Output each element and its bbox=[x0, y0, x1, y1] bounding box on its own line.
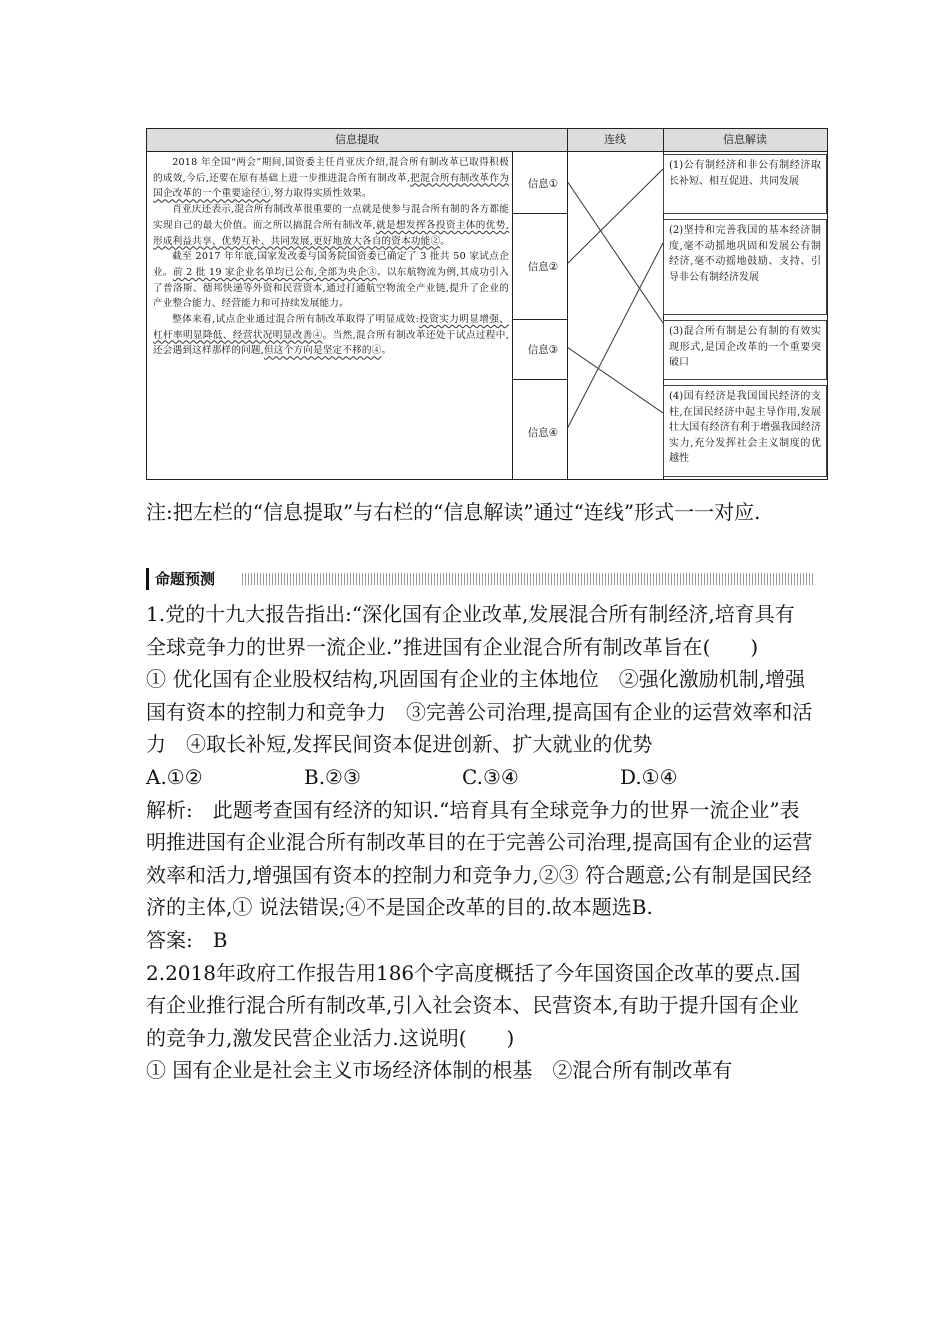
link-line-1-3 bbox=[567, 181, 663, 323]
interpretation-4: (4)国有经济是我国国民经济的支柱,在国民经济中起主导作用,发展壮大国有经济有利于增强我国经济实力,充分发挥社会主义制度的优越性 bbox=[663, 385, 827, 477]
section-divider bbox=[242, 573, 814, 585]
table-header bbox=[147, 129, 827, 152]
divider bbox=[513, 319, 567, 320]
header-connect: 连线 bbox=[604, 133, 626, 146]
info-label-3: 信息③ bbox=[527, 344, 559, 356]
section-header bbox=[146, 568, 814, 590]
note: 注:把左栏的“信息提取”与右栏的“信息解读”通过“连线”形式一一对应. bbox=[146, 500, 761, 524]
q1-stem: 1.党的十九大报告指出:“深化国有企业改革,发展混合所有制经济,培育具有全球竞争力的世界一流企业.”推进国有企业混合所有制改革旨在( ) bbox=[146, 602, 795, 659]
link-line-4-2 bbox=[567, 243, 663, 429]
question-1 bbox=[146, 598, 814, 1087]
link-line-2-1 bbox=[567, 169, 663, 264]
source-text bbox=[153, 155, 509, 359]
q2-choices: ① 国有企业是社会主义市场经济体制的根基 ②混合所有制改革有 bbox=[146, 1058, 733, 1083]
interpretation-3: (3)混合所有制是公有制的有效实现形式,是国企改革的一个重要突破口 bbox=[663, 320, 827, 380]
info-label-2: 信息② bbox=[527, 261, 559, 273]
interpretation-1: (1)公有制经济和非公有制经济取长补短、相互促进、共同发展 bbox=[663, 154, 827, 214]
q2-stem: 2.2018年政府工作报告用186个字高度概括了今年国资国企改革的要点.国有企业推行混合所有制改革,引入社会资本、民营资本,有助于提升国有企业的竞争力,激发民营企业活力.这说明( ) bbox=[146, 960, 801, 1050]
source-paragraph: 肖亚庆还表示,混合所有制改革很重要的一点就是使参与混合所有制的各方都能实现自己的最大价值。而之所以搞混合所有制改革,就是想发挥各投资主体的优势,形成利益共享、优势互补、共同发展,更好地放大各自的资本功能②。 bbox=[153, 204, 509, 247]
divider bbox=[513, 379, 567, 380]
link-line-3-4 bbox=[567, 347, 663, 413]
source-paragraph: 2018 年全国“两会”期间,国资委主任肖亚庆介绍,混合所有制改革已取得积极的成效,今后,还要在原有基础上进一步推进混合所有制改革,把混合所有制改革作为国企改革的一个重要途径①,努力取得实质性效果。 bbox=[153, 157, 509, 200]
info-label-1: 信息① bbox=[527, 178, 559, 190]
q1-answer: 答案: B bbox=[146, 927, 228, 952]
info-label-4: 信息④ bbox=[527, 427, 559, 439]
option-b[interactable]: B.②③ bbox=[304, 764, 361, 789]
q1-options bbox=[146, 761, 814, 794]
info-matching-table bbox=[146, 128, 828, 480]
interpretation-2: (2)坚持和完善我国的基本经济制度,毫不动摇地巩固和发展公有制经济,毫不动摇地鼓励、支持、引导非公有制经济发展 bbox=[663, 219, 827, 315]
source-paragraph: 截至 2017 年年底,国家发改委与国务院国资委已确定了 3 批共 50 家试点企业。前 2 批 19 家企业名单均已公布,全部为央企③。以东航物流为例,其成功引入了普洛斯、德邦快递等外资和民营资本,通过打通航空物流全产业链,提升了企业的产业整合能力、经营能力和可持续发展能力。 bbox=[153, 251, 510, 310]
option-d[interactable]: D.①④ bbox=[620, 764, 678, 789]
divider bbox=[513, 213, 567, 214]
q1-analysis: 解析: 此题考查国有经济的知识.“培育具有全球竞争力的世界一流企业”表明推进国有企业混合所有制改革目的在于完善公司治理,提高国有企业的运营效率和活力,增强国有资本的控制力和竞争力,②③ 符合题意;公有制是国民经济的主体,① 说法错误;④不是国企改革的目的.故本题选B. bbox=[146, 797, 813, 920]
q1-choices: ① 优化国有企业股权结构,巩固国有企业的主体地位 ②强化激励机制,增强国有资本的控制力和竞争力 ③完善公司治理,提高国有企业的运营效率和活力 ④取长补短,发挥民间资本促进创新、扩大就业的优势 bbox=[146, 667, 813, 757]
source-paragraph: 整体来看,试点企业通过混合所有制改革取得了明显成效:投资实力明显增强、杠杆率明显降低、经营状况明显改善④。当然,混合所有制改革还处于试点过程中,还会遇到这样那样的问题,但这个方向是坚定不移的④。 bbox=[153, 314, 509, 357]
header-extract: 信息提取 bbox=[335, 133, 379, 146]
section-title: 命题预测 bbox=[146, 568, 221, 590]
divider bbox=[512, 151, 513, 479]
header-interpret: 信息解读 bbox=[723, 133, 767, 146]
option-a[interactable]: A.①② bbox=[146, 764, 203, 789]
option-c[interactable]: C.③④ bbox=[462, 764, 519, 789]
connection-lines bbox=[567, 151, 663, 481]
